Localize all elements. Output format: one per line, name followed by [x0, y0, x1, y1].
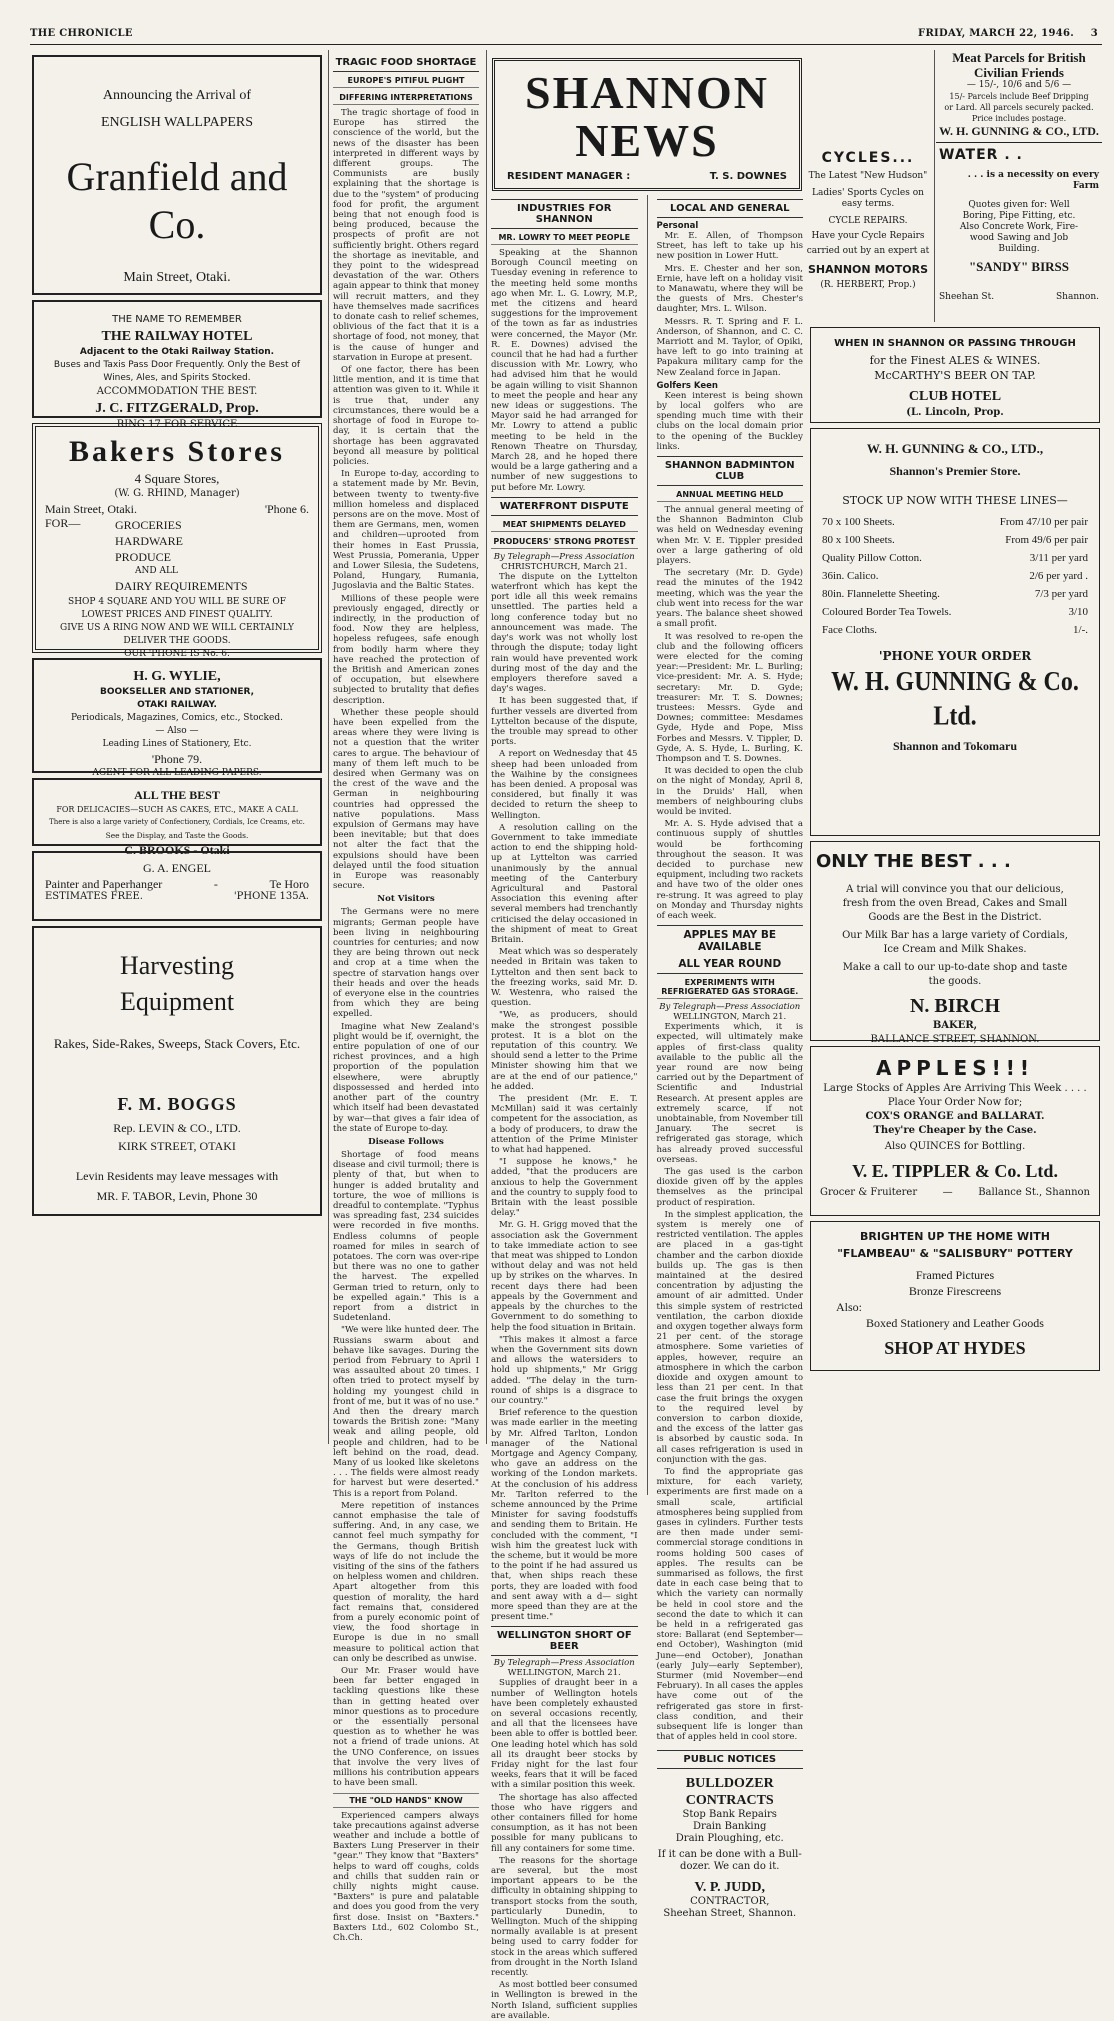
- badminton-paragraph: The annual general meeting of the Shannon Badminton Club was held on Wednesday evening when Mr. V. E. Tippler presided over a large gathering of old players.: [656, 505, 803, 567]
- bulldozer-title: BULLDOZER CONTRACTS: [685, 1776, 774, 1809]
- bakers-line1: SHOP 4 SQUARE AND YOU WILL BE SURE OF: [68, 597, 286, 607]
- right-lower-ads: [810, 322, 1100, 1444]
- club-line2: for the Finest ALES & WINES.: [869, 354, 1041, 367]
- water-town: Shannon.: [1056, 292, 1099, 302]
- local-paragraph: Messrs. R. T. Spring and F. L. Anderson, of Shannon, and C. C. Marriott and M. Taylor, of Opiki, have left to go into training at Papakura military camp for the New Zealand force in Japan.: [656, 316, 803, 378]
- brooks-line2: There is also a large variety of Confectionery, Cordials, Ice Creams, etc.: [49, 818, 305, 826]
- wylie-name: H. G. WYLIE,: [133, 669, 221, 684]
- granfield-line1: Announcing the Arrival of: [102, 88, 252, 103]
- water-line1: . . . is a necessity on every Farm: [967, 170, 1099, 191]
- birch-name: N. BIRCH: [909, 995, 1000, 1017]
- waterfront-dateline: CHRISTCHURCH, March 21.: [501, 561, 628, 572]
- gunning-item-price: 2/6 per yard .: [1029, 570, 1088, 582]
- industries-subhead: MR. LOWRY TO MEET PEOPLE: [491, 231, 638, 245]
- railway-hotel-ad: [32, 300, 322, 430]
- cycles-title: CYCLES...: [821, 150, 915, 166]
- tippler-address-row: [816, 1187, 1094, 1199]
- granfield-name: Granfield and Co.: [66, 154, 288, 247]
- tippler-line: They're Cheaper by the Case.: [873, 1125, 1037, 1136]
- railway-line3: Adjacent to the Otaki Railway Station.: [79, 347, 275, 357]
- birch-trade: BAKER,: [932, 1020, 978, 1031]
- tippler-line: COX'S ORANGE and BALLARAT.: [865, 1111, 1045, 1122]
- manager-label: RESIDENT MANAGER :: [507, 171, 631, 182]
- boggs-title2: Equipment: [119, 987, 235, 1016]
- food-paragraph: In Europe to-day, according to a statement made by Mr. Bevin, between twenty to twenty-five million homeless and displaced persons are on the move. Most of them are Germans, men, women and children—uprooted from their homes in East Prussia, West Prussia, Pomerania, Upper and Lower Silesia, the Sudetens, Poland, Hungary, Rumania, Jugoslavia and the Baltic States.: [333, 469, 479, 592]
- engel-trade: Painter and Paperhanger: [45, 877, 163, 891]
- cycles-line: carried out by an expert at: [806, 246, 930, 256]
- waterfront-paragraph: The president (Mr. E. T. McMillan) said it was certainly competent for the association, as a body of producers, to draw the attention of the Prime Minister to what had happened.: [491, 1094, 638, 1156]
- brooks-line1: FOR DELICACIES—SUCH AS CAKES, ETC., MAKE A CALL: [56, 805, 298, 814]
- food-subhead-not-visitors: Not Visitors: [377, 894, 435, 905]
- food-paragraph: Of one factor, there has been little mention, and it is time that attention was given to it. While it is true that, under any circumstances, there would be a shortage of food in Europe to-day, it is certain that the shortage has been aggravated beyond all measure by political policies.: [333, 365, 479, 467]
- food-paragraph: Millions of these people were previously engaged, directly or indirectly, in the production of food. Now they are helpless, hopeless refugees, safe enough from bodily harm where they have reached the protection of the British and American zones of occupation, but elsewhere subjected to brutality that defies description.: [333, 593, 479, 706]
- shannon-news-columns: [488, 195, 806, 2021]
- column-3: [488, 195, 641, 2021]
- cycles-line: CYCLE REPAIRS.: [828, 216, 908, 226]
- industries-body: Speaking at the Shannon Borough Council meeting on Tuesday evening in reference to the meeting held some months ago when Mr. L. G. Lowry, M.P., met the citizens and heard suggestions for the improvement of the town as far as industries were concerned, the Mayor (Mr. R. E. Downes) advised the council that he had had a further discussion with Mr. Lowry, who had advised him that he would be again willing to visit Shannon to meet the people and hear any new ideas or suggestions. The Mayor said he had arranged for Mr. Lowry to attend a public meeting to be held in the Renown Theatre on Thursday, March 28, and he hoped there would be a large gathering and a number of new suggestions to put before Mr. Lowry.: [491, 248, 638, 493]
- gunning-item-name: 70 x 100 Sheets.: [822, 516, 895, 528]
- bulldozer-line: Drain Ploughing, etc.: [675, 1833, 784, 1845]
- birch-line: A trial will convince you that our delicious,: [846, 884, 1064, 895]
- bulldozer-contractor: CONTRACTOR,: [690, 1896, 770, 1908]
- gunning-item-name: 36in. Calico.: [822, 570, 879, 582]
- waterfront-paragraph: Mr. G. H. Grigg moved that the association ask the Government to take immediate action to see that meat was shipped to London without delay and was not held up by strikes on the wharves. In recent days there had been appeals by the Government and appeals by the churches to the Government to do something to help the food situation in Britain.: [491, 1220, 638, 1333]
- gunning-item-name: Quality Pillow Cotton.: [822, 552, 922, 564]
- column-rule: [328, 50, 329, 1444]
- engel-estimates: ESTIMATES FREE.: [45, 891, 143, 902]
- apples-paragraph: The gas used is the carbon dioxide given off by the apples themselves as the principal product of respiration.: [656, 1167, 803, 1208]
- apples-byline: By Telegraph—Press Association: [659, 1002, 801, 1013]
- gunning-ad: [810, 428, 1100, 836]
- waterfront-paragraph: "This makes it almost a farce when the Government sits down and allows the watersiders to hold up shipments," Mr Grigg added. "The delay in the turn-round of ships is a disgrace to our country.": [491, 1334, 638, 1406]
- bakers-item: PRODUCE: [115, 550, 172, 564]
- wylie-ad: [32, 658, 322, 778]
- bakers-line3: GIVE US A RING NOW AND WE WILL CERTAINLY: [60, 623, 294, 633]
- meat-parcels-ad: [936, 50, 1102, 143]
- wylie-line6: AGENT FOR ALL LEADING PAPERS.: [92, 768, 262, 778]
- tippler-line: Place Your Order Now for;: [887, 1097, 1023, 1108]
- beer-paragraph: Supplies of draught beer in a number of Wellington hotels have been completely exhausted on several occasions recently, and all that the licensees have been able to offer is bottled beer. One leading hotel which has sold all its draught beer stocks by Friday night for the last four weeks, fears that it will be faced with a similar position this week.: [491, 1678, 638, 1791]
- food-subhead-1: EUROPE'S PITIFUL PLIGHT: [333, 74, 479, 88]
- apples-paragraph: In the simplest application, the system is merely one of restricted ventilation. The apples are placed in a gas-tight chamber and the carbon dioxide builds up. The gas is then maintained at the desired concentration by adjusting the amount of air admitted. Under this simple system of restricted ventilation, the carbon dioxide and oxygen together always form 21 per cent. of the storage atmosphere. Some varieties of apples, however, require an atmosphere in which the carbon dioxide and oxygen amount to less than 21 per cent. In that case the fruit brings the oxygen to the required level by conversion to carbon dioxide, and the excess of the latter gas is absorbed by caustic soda. In all cases refrigeration is used in conjunction with the gas.: [656, 1209, 803, 1465]
- boggs-items: Rakes, Side-Rakes, Sweeps, Stack Covers, Etc.: [53, 1036, 301, 1051]
- birch-street: BALLANCE STREET, SHANNON.: [870, 1034, 1040, 1045]
- column-2-food-shortage: [330, 50, 482, 1943]
- bakers-item: GROCERIES: [115, 518, 182, 532]
- old-hands-body: Experienced campers always take precautions against adverse weather and include a bottle of Baxters Lung Preserver in their "gear." They know that "Baxters" helps to ward off coughs, colds and chills that sudden rain or chilly nights might cause. "Baxters" is pure and palatable and does you good from the very first dose. Insist on "Baxters." Baxters Ltd., 602 Colombo St., Ch.Ch.: [333, 1810, 479, 1943]
- gunning-price-row: [816, 513, 1094, 531]
- badminton-paragraph: Mr. A. S. Hyde advised that a continuous supply of shuttles would be forthcoming throughout the season. It was decided to purchase new equipment, including two rackets and have two of the older ones re-strung. It was agreed to play on Monday and Thursday nights of each week.: [656, 819, 803, 921]
- water-address-row: [939, 292, 1099, 303]
- engel-trade-row: [39, 877, 315, 891]
- parcels-line: or Lard. All parcels securely packed.: [944, 103, 1094, 112]
- railway-line5: Wines, Ales, and Spirits Stocked.: [103, 373, 251, 383]
- bakers-for: FOR—: [45, 516, 81, 530]
- boggs-name: F. M. BOGGS: [117, 1094, 237, 1114]
- food-paragraph: Whether these people should have been expelled from the areas where they were living is not a question that the writer cares to argue. The behaviour of many of them left much to be desired when Germany was on the crest of the wave and the German in neighbouring countries had oppressed the native populations. Mass expulsion of Germans may have been inevitable; but that does not alter the fact that the expulsions should have been delayed until the food situation in Europe was reasonably secure.: [333, 707, 479, 892]
- parcels-line: 15/- Parcels include Beef Dripping: [949, 92, 1089, 101]
- bakers-line4: DELIVER THE GOODS.: [123, 636, 231, 646]
- railway-line4: Buses and Taxis Pass Door Frequently. Only the Best of: [53, 360, 301, 370]
- food-subhead-disease: Disease Follows: [368, 1136, 444, 1147]
- gunning-item-name: Face Cloths.: [822, 624, 877, 636]
- gunning-item-price: 3/11 per yard: [1029, 552, 1088, 564]
- food-paragraph: "We were like hunted deer. The Russians swarm about and behave like savages. During the period from February to April I was assaulted about 20 times. I often tried to protect myself by holding my youngest child in front of me, but it was of no use." And then the dreary march towards the British zone: "Many weak and ailing people, old people and children, had to be left behind on the road, dead. Many of us looked like skeletons . . . The fields were almost ready for harvest but were deserted." This is a report from Poland.: [333, 1325, 479, 1499]
- wylie-line4: — Also —: [155, 726, 199, 736]
- cycles-name: SHANNON MOTORS: [808, 263, 928, 276]
- birch-line: Ice Cream and Milk Shakes.: [883, 944, 1027, 955]
- beer-byline: By Telegraph—Press Association: [493, 1658, 635, 1669]
- water-line: Building.: [998, 244, 1040, 254]
- bulldozer-line: Stop Bank Repairs: [682, 1809, 777, 1821]
- waterfront-paragraph: The dispute on the Lyttelton waterfront which has kept the port idle all this week remains unsettled. The parties held a long conference today but no announcement was made. The day's work was not wholly lost through the dispute; today light rain would have prevented work during most of the day and the employers therefore saved a day's wages.: [491, 571, 638, 695]
- cycles-column: [804, 50, 932, 320]
- tippler-street: Ballance St., Shannon: [978, 1187, 1090, 1198]
- granfield-line2: ENGLISH WALLPAPERS: [100, 115, 254, 130]
- hydes-also: Also:: [836, 1300, 863, 1314]
- brooks-name: C. BROOKS - Otaki: [124, 843, 230, 857]
- apples-paragraph: Experiments which, it is expected, will ultimately make apples of first-class quality available to the public all the year round are now being carried out by the Department of Scientific and Industrial Research. At present apples are extremely scarce, if not unobtainable, from November till January. The secret is refrigerated gas storage, which has already proved successful overseas.: [656, 1022, 803, 1165]
- hydes-line5: Boxed Stationery and Leather Goods: [866, 1316, 1044, 1330]
- cycles-prop: (R. HERBERT, Prop.): [820, 280, 916, 290]
- tippler-line: Also QUINCES for Bottling.: [884, 1141, 1026, 1152]
- parcels-title2: Civilian Friends: [974, 65, 1064, 80]
- bakers-street-row: [41, 502, 313, 516]
- bakers-name: Bakers Stores: [69, 435, 285, 468]
- beer-headline: WELLINGTON SHORT OF BEER: [491, 1626, 638, 1656]
- hydes-ad: [810, 1221, 1100, 1371]
- granfield-ad: [32, 55, 322, 295]
- local-paragraph: Keen interest is being shown by local golfers who are spending much time with their clubs on the local domain prior to the opening of the Buckley links.: [656, 390, 803, 452]
- boggs-title1: Harvesting: [119, 951, 235, 980]
- gunning-big-name: W. H. GUNNING & Co. Ltd.: [831, 666, 1079, 732]
- brooks-title: ALL THE BEST: [134, 788, 220, 802]
- gunning-item-price: 7/3 per yard: [1034, 588, 1088, 600]
- badminton-subhead: ANNUAL MEETING HELD: [657, 488, 804, 502]
- railway-ring: RING 17 FOR SERVICE: [116, 419, 238, 430]
- boggs-levin1: Levin Residents may leave messages with: [75, 1169, 279, 1183]
- bakers-line5: OUR 'PHONE IS No. 6.: [124, 649, 230, 659]
- engel-estimates-row: [39, 891, 315, 903]
- birch-line: Our Milk Bar has a large variety of Cordials,: [842, 930, 1068, 941]
- bulldozer-street: Sheehan Street, Shannon.: [663, 1908, 797, 1920]
- club-line1: WHEN IN SHANNON OR PASSING THROUGH: [834, 338, 1076, 349]
- manager-name: T. S. DOWNES: [709, 171, 787, 182]
- water-line: Quotes given for: Well: [968, 200, 1070, 210]
- public-notices-headline: PUBLIC NOTICES: [657, 1750, 804, 1769]
- waterfront-paragraph: Meat which was so desperately needed in Britain was taken to Lyttelton and then sent back to the freezing works, said Mr. D. W. Westenra, who raised the question.: [491, 947, 638, 1009]
- water-street: Sheehan St.: [939, 292, 995, 302]
- gunning-name: W. H. GUNNING & CO., LTD.,: [866, 441, 1044, 456]
- hydes-line1: BRIGHTEN UP THE HOME WITH: [860, 1230, 1050, 1243]
- masthead-manager-row: [501, 171, 793, 182]
- gunning-price-row: [816, 603, 1094, 621]
- badminton-headline: SHANNON BADMINTON CLUB: [657, 456, 804, 486]
- brooks-ad: [32, 778, 322, 857]
- column-rule: [934, 50, 935, 322]
- cycles-line: The Latest "New Hudson": [808, 171, 928, 181]
- food-paragraph: The tragic shortage of food in Europe has stirred the conscience of the world, but the news of the disaster has been interpreted in different ways by different groups. The Communists are busily explaining that the shortage is due to the "system" of producing food for profit, the argument being that not enough food is being produced, because the prospects of profit are not sufficiently bright. Others regard the shortage as inevitable, and they point to the widespread devastation of the war. Others again appear to think that money will recruit matters, and they have themselves made sacrifices to donate cash to relief schemes, oblivious of the fact that it is a shortage of food, not money, that is the cause of hunger and starvation in Europe at present.: [333, 108, 479, 363]
- wylie-line1: BOOKSELLER AND STATIONER,: [99, 687, 255, 697]
- column-rule: [486, 50, 487, 1444]
- bakers-stores-ad: [32, 423, 322, 659]
- club-name: CLUB HOTEL: [908, 389, 1002, 404]
- railway-line6: ACCOMMODATION THE BEST.: [96, 386, 258, 397]
- local-paragraph: Mrs. E. Chester and her son, Ernie, have left on a holiday visit to Manawatu, where they will be the guests of Mrs. Chester's daughter, Mrs. L. Wilson.: [656, 263, 803, 315]
- food-paragraph: Imagine what New Zealand's plight would be if, overnight, the entire population of one of our richest provinces, and a high proportion of the population elsewhere, were abruptly dispossessed and herded into another part of the country which itself had been devastated by war—that gives a fair idea of the state of Europe to-day.: [333, 1021, 479, 1134]
- engel-name: G. A. ENGEL: [143, 861, 211, 875]
- apples-paragraph: To find the appropriate gas mixture, for each variety, experiments are first made on a small scale, artificial atmospheres being supplied from gases in cylinders. Further tests are then made under semi-commercial storage conditions in rooms holding 500 cases of apples. The results can be summarised as follows, the first date in each case being that to which the variety can normally be held in cool store and the second the date to which it can be held in a refrigerated gas store: Ballarat (end September—end October), Washington (mid June—end October), Jonathan (early July—early September), Sturmer (mid November—end February). In all cases the apples have come out of the refrigerated gas store in first-class condition, and their subsequent life is longer than that of apples held in cool store.: [656, 1466, 803, 1743]
- gunning-price-list: [816, 513, 1094, 639]
- railway-name: THE RAILWAY HOTEL: [101, 329, 253, 344]
- golfers-heading: Golfers Keen: [656, 380, 718, 391]
- engel-dash: -: [213, 877, 218, 891]
- hydes-line4: Bronze Firescreens: [908, 1284, 1002, 1298]
- water-title: WATER . .: [939, 147, 1023, 163]
- bulldozer-line: If it can be done with a Bull-: [657, 1849, 802, 1861]
- apples-headline-2: ALL YEAR ROUND: [657, 958, 804, 974]
- beer-paragraph: The shortage has also affected those who have riggers and other containers filled for home consumption, as it has not been possible for many publicans to fill any containers for some time.: [491, 1792, 638, 1854]
- old-hands-title: THE "OLD HANDS" KNOW: [333, 1793, 479, 1808]
- boggs-rep: Rep. LEVIN & CO., LTD.: [113, 1121, 241, 1135]
- bulldozer-name: V. P. JUDD,: [694, 1880, 765, 1896]
- bakers-item: AND ALL: [135, 566, 178, 576]
- club-prop: (L. Lincoln, Prop.: [906, 407, 1004, 418]
- engel-town: Te Horo: [269, 877, 309, 891]
- birch-title: ONLY THE BEST . . .: [816, 851, 1011, 872]
- boggs-street: KIRK STREET, OTAKI: [118, 1139, 236, 1153]
- brooks-line3: See the Display, and Taste the Goods.: [105, 831, 249, 840]
- bakers-sub: 4 Square Stores,: [134, 471, 220, 486]
- beer-paragraph: The reasons for the shortage are several, but the most important appears to be the difficulty in obtaining shipping to transport stocks from the south, particularly Dunedin, to Wellington. Much of the shipping normally available is at present being used to carry fodder for stock in the areas which suffered from drought in the North Island recently.: [491, 1855, 638, 1979]
- birch-line: fresh from the oven Bread, Cakes and Small: [842, 898, 1068, 909]
- bakers-manager: (W. G. RHIND, Manager): [114, 488, 240, 499]
- header-rule: [30, 44, 1102, 45]
- food-paragraph: The Germans were no mere migrants; German people have been living in neighbouring countries for centuries; and now they are being thrown out neck and crop at a time when the spectre of starvation hangs over their heads and over the heads of everyone else in the countries from which they are being expelled.: [333, 907, 479, 1020]
- gunning-line1: Shannon's Premier Store.: [889, 464, 1021, 478]
- bulldozer-line: dozer. We can do it.: [680, 1861, 780, 1873]
- railway-line1: THE NAME TO REMEMBER: [112, 314, 242, 325]
- gunning-price-row: [816, 567, 1094, 585]
- right-top-ads: [936, 50, 1102, 322]
- wylie-line5: Leading Lines of Stationery, Etc.: [102, 739, 252, 749]
- railway-prop: J. C. FITZGERALD, Prop.: [95, 401, 259, 416]
- tippler-ad: [810, 1046, 1100, 1216]
- waterfront-byline: By Telegraph—Press Association: [493, 551, 635, 562]
- water-ad: [936, 143, 1102, 307]
- column-4: [654, 195, 807, 1920]
- tippler-trade: Grocer & Fruiterer: [820, 1187, 918, 1198]
- cycles-line: Ladies' Sports Cycles on: [812, 188, 924, 198]
- hydes-name: SHOP AT HYDES: [884, 1338, 1026, 1358]
- gunning-item-name: Coloured Border Tea Towels.: [822, 606, 952, 618]
- boggs-levin2: MR. F. TABOR, Levin, Phone 30: [96, 1189, 258, 1203]
- gunning-price-row: [816, 585, 1094, 603]
- waterfront-subhead-1: MEAT SHIPMENTS DELAYED: [491, 518, 638, 532]
- page-number: 3: [1090, 28, 1098, 39]
- wylie-line3: Periodicals, Magazines, Comics, etc., Stocked.: [71, 713, 283, 723]
- cycles-ad: [804, 50, 932, 291]
- tippler-line: Large Stocks of Apples Are Arriving This Week . . . .: [823, 1083, 1087, 1094]
- food-paragraph: Shortage of food means disease and civil turmoil; there is plenty of that, but when to hunger is added brutality and torture, the woe of millions is dreadful to contemplate. "Typhus was spreading fast, 234 suicides were recorded in five months. Endless columns of people roamed for miles in search of potatoes. The corn was over-ripe but there was no one to gather the harvest. The expelled German tried to return, only to be expelled again." This is a report from a district in Sudetenland.: [333, 1149, 479, 1324]
- birch-ad: [810, 841, 1100, 1045]
- waterfront-paragraph: "I suppose he knows," he added, "that the producers are anxious to help the Government and the country to supply food to Britain with the least possible delay.": [491, 1157, 638, 1219]
- food-paragraph: Mere repetition of instances cannot emphasise the tale of suffering. And, in any case, we cannot feel much sympathy for the Germans, though British ways of life do not include the visiting of the sins of the fathers on helpless women and children. Apart altogether from this question of morality, the hard fact remains that, considered from a purely economic point of view, the food shortage in Europe is due in no small measure to political action that can only be described as unwise.: [333, 1500, 479, 1664]
- boggs-ad: [32, 926, 322, 1216]
- cycles-line: Have your Cycle Repairs: [811, 231, 925, 241]
- bakers-line2: LOWEST PRICES AND FINEST QUALITY.: [81, 610, 273, 620]
- food-subhead-2: DIFFERING INTERPRETATIONS: [333, 91, 479, 105]
- beer-dateline: WELLINGTON, March 21.: [507, 1668, 621, 1679]
- bakers-phone: 'Phone 6.: [264, 502, 309, 516]
- tippler-dash: —: [942, 1187, 953, 1198]
- waterfront-paragraph: A report on Wednesday that 45 sheep had been unloaded from the Waihine by the consignees has been denied. A proposal was considered, but finally it was decided to return the sheep to Wellington.: [491, 749, 638, 821]
- gunning-item-name: 80in. Flannelette Sheeting.: [822, 588, 940, 600]
- personal-heading: Personal: [656, 221, 699, 231]
- gunning-price-row: [816, 549, 1094, 567]
- gunning-item-price: From 49/6 per pair: [1005, 534, 1088, 546]
- waterfront-paragraph: "We, as producers, should make the strongest possible protest. It is a blot on the reputation of this country. We should send a letter to the Prime Minister showing him that we are at the end of our patience," he added.: [491, 1010, 638, 1092]
- shannon-news-section: [488, 50, 806, 2021]
- club-hotel-ad: [810, 327, 1100, 423]
- bakers-items-block: [41, 516, 313, 595]
- shannon-news-masthead: [492, 58, 802, 191]
- water-line: Boring, Pipe Fitting, etc.: [962, 211, 1076, 221]
- gunning-item-name: 80 x 100 Sheets.: [822, 534, 895, 546]
- bakers-item: DAIRY REQUIREMENTS: [115, 579, 248, 593]
- food-headline: TRAGIC FOOD SHORTAGE: [333, 54, 479, 72]
- gunning-price-row: [816, 621, 1094, 639]
- bakers-street: Main Street, Otaki.: [45, 502, 137, 516]
- apples-subhead: EXPERIMENTS WITH REFRIGERATED GAS STORAGE.: [657, 976, 804, 999]
- parcels-prices: — 15/-, 10/6 and 5/6 —: [966, 80, 1072, 90]
- parcels-title1: Meat Parcels for British: [952, 50, 1086, 65]
- waterfront-paragraph: A resolution calling on the Government to take immediate action to end the shipping hold-up at Lyttelton was carried unanimously by the annual meeting of the Canterbury Agricultural and Pastoral Association this evening after several members had trenchantly criticised the delay occasioned in the shipment of meat to Great Britain.: [491, 822, 638, 945]
- gunning-price-row: [816, 531, 1094, 549]
- parcels-name: W. H. GUNNING & CO., LTD.: [939, 124, 1099, 138]
- waterfront-paragraph: Brief reference to the question was made earlier in the meeting by Mr. Alfred Tarlton, London manager of the National Mortgage and Agency Company, who gave an address on the working of the London markets. At the conclusion of his address Mr. Tarlton referred to the scheme announced by the Prime Minister for saving foodstuffs and sending them to Britain. He concluded with the comment, "I wish him the greatest luck with the scheme, but it would be more to the point if he had assured us that, when ships reach these ports, they are loaded with food and sent away with a d— sight more speed than they are at the present time.": [491, 1408, 638, 1623]
- waterfront-subhead-2: PRODUCERS' STRONG PROTEST: [491, 535, 638, 549]
- hydes-line3: Framed Pictures: [915, 1268, 995, 1282]
- club-line3: McCARTHY'S BEER ON TAP.: [874, 369, 1036, 382]
- beer-paragraph: As most bottled beer consumed in Wellington is brewed in the North Island, sufficient supplies are available.: [491, 1980, 638, 2021]
- parcels-line: Price includes postage.: [971, 114, 1067, 123]
- granfield-address: Main Street, Otaki.: [123, 270, 231, 285]
- water-line: Also Concrete Work, Fire-: [959, 222, 1079, 232]
- bakers-item: HARDWARE: [115, 534, 183, 548]
- tippler-name: V. E. TIPPLER & Co. Ltd.: [852, 1161, 1058, 1181]
- birch-line: the goods.: [928, 976, 982, 987]
- waterfront-paragraph: It has been suggested that, if further vessels are diverted from Lyttelton because of the dispute, the trouble may spread to other ports.: [491, 696, 638, 748]
- badminton-paragraph: The secretary (Mr. D. Gyde) read the minutes of the 1942 meeting, which was the year the club went into recess for the war years. The balance sheet showed a small profit.: [656, 568, 803, 630]
- water-name: "SANDY" BIRSS: [968, 259, 1070, 274]
- badminton-paragraph: It was decided to open the club on the night of Monday, April 8, in the Druids' Hall, when members of neighbouring clubs would be invited.: [656, 766, 803, 817]
- apples-headline-1: APPLES MAY BE AVAILABLE: [657, 925, 804, 956]
- food-paragraph: Our Mr. Fraser would have been far better engaged in tackling questions like these than in getting heated over minor questions as to procedure or the essentially personal question as to whether he was not a friend of trade unions. At the UNO Conference, on issues that involve the very lives of millions his contribution appears to have been small.: [333, 1666, 479, 1789]
- badminton-paragraph: It was resolved to re-open the club and the following officers were elected for the coming year:—President: Mr. L. Burling; vice-president: Mr. A. S. Hyde; secretary: Mr. D. Gyde; treasurer: Mr. T. S. Downes; trustees: Messrs. Gyde and Downes; committee: Mesdames Gyde, Hyde and Pope, Miss Forbes and Messrs. V. Tippler, D. Gyde, A. S. Hyde, L. Burling, K. Thompson and T. S. Downes.: [656, 631, 803, 764]
- issue-date: FRIDAY, MARCH 22, 1946.: [918, 28, 1074, 39]
- local-general-headline: LOCAL AND GENERAL: [657, 199, 804, 218]
- wylie-phone: 'Phone 79.: [151, 752, 203, 766]
- gunning-phone: 'PHONE YOUR ORDER: [878, 649, 1032, 663]
- engel-phone: 'PHONE 135A.: [233, 891, 309, 902]
- bulldozer-line: Drain Banking: [693, 1821, 767, 1833]
- engel-ad: [32, 851, 322, 921]
- apples-dateline: WELLINGTON, March 21.: [673, 1012, 787, 1023]
- paper-name: THE CHRONICLE: [30, 28, 133, 39]
- column-rule: [647, 195, 648, 1495]
- gunning-stock: STOCK UP NOW WITH THESE LINES—: [842, 494, 1068, 507]
- masthead-title: SHANNON NEWS: [524, 67, 770, 166]
- bakers-items: [105, 516, 309, 595]
- bulldozer-ad: [657, 1771, 804, 1924]
- industries-headline: INDUSTRIES FOR SHANNON: [491, 199, 638, 229]
- local-paragraph: Mr. E. Allen, of Thompson Street, has left to take up his new position in Lower Hutt.: [656, 231, 803, 262]
- birch-line: Make a call to our up-to-date shop and taste: [842, 962, 1068, 973]
- birch-line: Goods are the Best in the District.: [868, 912, 1042, 923]
- hydes-line2: "FLAMBEAU" & "SALISBURY" POTTERY: [837, 1247, 1073, 1260]
- gunning-towns: Shannon and Tokomaru: [892, 739, 1018, 753]
- tippler-title: APPLES!!!: [876, 1056, 1034, 1080]
- waterfront-headline: WATERFRONT DISPUTE: [491, 497, 638, 516]
- gunning-item-price: From 47/10 per pair: [999, 516, 1088, 528]
- cycles-line: easy terms.: [841, 199, 895, 209]
- water-line: wood Sawing and Job: [969, 233, 1069, 243]
- gunning-item-price: 3/10: [1068, 606, 1088, 618]
- column-1-ads: [32, 50, 322, 1444]
- gunning-item-price: 1/-.: [1073, 624, 1088, 636]
- wylie-line2: OTAKI RAILWAY.: [137, 700, 217, 710]
